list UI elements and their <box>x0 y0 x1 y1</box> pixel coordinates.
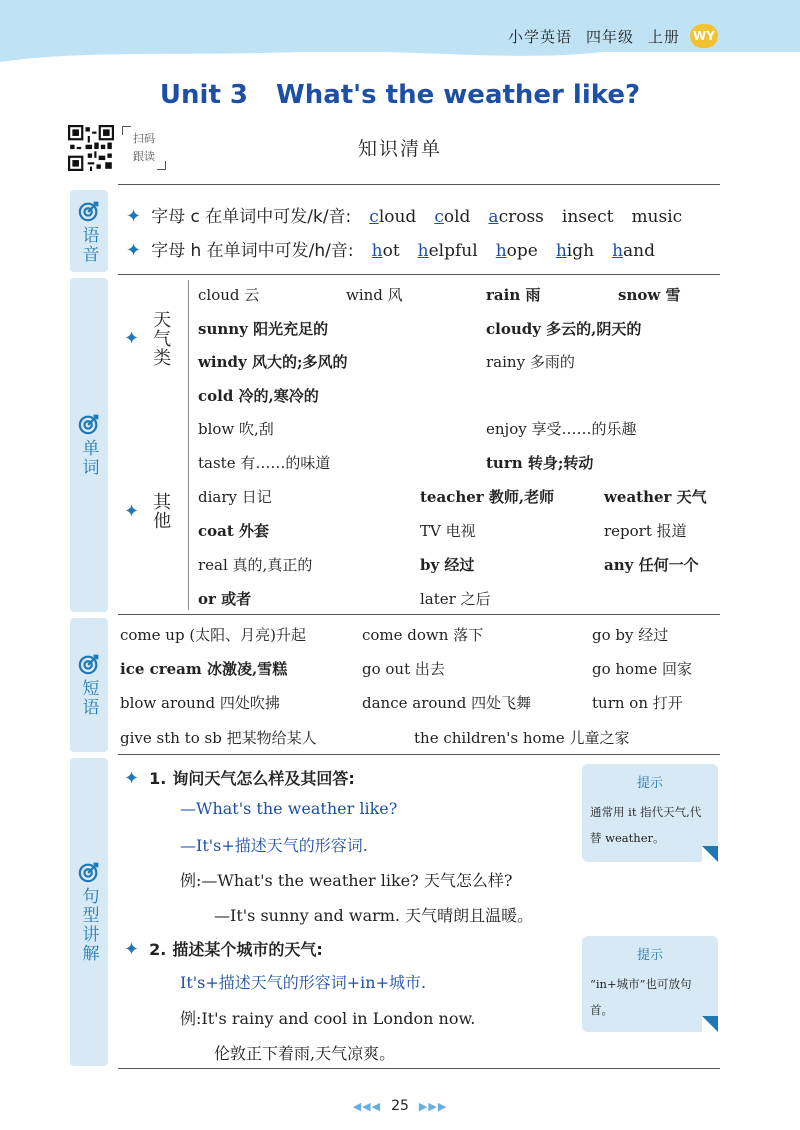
vocab-word: rainy 多雨的 <box>486 353 575 371</box>
example-english: 例:It's rainy and cool in London now. <box>180 1009 476 1028</box>
phrase: go out 出去 <box>362 660 445 678</box>
vocab-word: real 真的,真正的 <box>198 556 313 574</box>
pattern-question: —What's the weather like? <box>180 799 398 818</box>
pattern-city: It's+描述天气的形容词+in+城市. <box>180 973 427 992</box>
phrase: dance around 四处飞舞 <box>362 694 532 712</box>
tip-title: 提示 <box>636 948 663 963</box>
tab-phrases <box>70 618 108 752</box>
phrase: blow around 四处吹拂 <box>120 694 280 712</box>
vocab-word: diary 日记 <box>198 488 272 506</box>
vocab-word: cold 冷的,寒冷的 <box>198 387 319 405</box>
next-arrows-icon: ▶▶▶ <box>418 1100 448 1113</box>
pron-word: hot <box>371 241 400 261</box>
tip-box-1 <box>582 764 718 862</box>
vocab-word: coat 外套 <box>198 522 270 540</box>
pron-word: cold <box>434 207 471 227</box>
pron-word: high <box>555 241 595 261</box>
diamond-icon: ✦ <box>126 206 142 227</box>
vocab-word: snow 雪 <box>618 286 681 304</box>
vocab-word: later 之后 <box>420 590 491 608</box>
pron-word: hand <box>612 241 655 261</box>
tab-label: 句型讲解 <box>78 887 99 963</box>
tab-label: 短语 <box>78 679 99 717</box>
phrase: come down 落下 <box>362 626 484 644</box>
vocab-word: any 任何一个 <box>604 556 699 574</box>
page-footer <box>0 1098 800 1114</box>
header-wave <box>0 28 800 88</box>
diamond-icon: ✦ <box>126 240 142 261</box>
target-icon <box>78 413 100 435</box>
pronunciation-row-h <box>126 236 655 261</box>
phrase: go home 回家 <box>592 660 692 678</box>
example-question: 例:—What's the weather like? 天气怎么样? <box>180 871 513 890</box>
tip-text: “in+城市”也可放句首。 <box>590 977 692 1017</box>
sentence-heading-2: ✦ 2. 描述某个城市的天气: <box>124 939 323 960</box>
pron-word: insect <box>561 207 614 227</box>
vocab-separator <box>188 280 189 610</box>
target-icon <box>78 200 100 222</box>
grade: 四年级 <box>585 28 634 46</box>
volume: 上册 <box>647 28 680 46</box>
diamond-icon: ✦ <box>124 328 140 349</box>
vocab-word: wind 风 <box>346 286 403 304</box>
phrase: turn on 打开 <box>592 694 683 712</box>
category-label: 天气类 <box>150 310 172 367</box>
phrase: go by 经过 <box>592 626 669 644</box>
edition-badge: WY <box>690 24 718 48</box>
section-title: 知识清单 <box>357 138 442 160</box>
vocab-word: rain 雨 <box>486 286 541 304</box>
vocab-word: weather 天气 <box>604 488 707 506</box>
diamond-icon: ✦ <box>124 768 140 789</box>
tip-title: 提示 <box>636 776 663 791</box>
phrase: come up (太阳、月亮)升起 <box>120 626 307 644</box>
scan-label-1: 扫码 <box>133 132 155 145</box>
divider <box>118 184 720 185</box>
pron-rule: 字母 h 在单词中可发/h/音: <box>151 241 354 261</box>
vocab-word: report 报道 <box>604 522 687 540</box>
phrase: the children's home 儿童之家 <box>414 729 630 747</box>
tab-sentences <box>70 758 108 1066</box>
example-chinese: 伦敦正下着雨,天气凉爽。 <box>214 1044 396 1063</box>
target-icon <box>78 653 100 675</box>
vocab-word: taste 有……的味道 <box>198 454 331 472</box>
vocab-category-other <box>124 492 173 530</box>
pron-word: across <box>488 207 544 227</box>
vocab-category-weather <box>124 310 173 367</box>
vocab-word: by 经过 <box>420 556 475 574</box>
target-icon <box>78 861 100 883</box>
unit-number: Unit 3 <box>159 80 249 110</box>
page-fold-icon <box>702 1016 718 1032</box>
diamond-icon: ✦ <box>124 939 140 960</box>
example-answer: —It's sunny and warm. 天气晴朗且温暖。 <box>214 906 534 925</box>
vocab-word: turn 转身;转动 <box>486 454 594 472</box>
pron-word: cloud <box>369 207 417 227</box>
tip-box-2 <box>582 936 718 1032</box>
phrase: ice cream 冰激凌,雪糕 <box>120 660 288 678</box>
phrase: give sth to sb 把某物给某人 <box>120 729 317 747</box>
vocab-word: enjoy 享受……的乐趣 <box>486 420 637 438</box>
category-label: 其他 <box>150 492 172 530</box>
unit-title <box>0 80 800 110</box>
vocab-word: windy 风大的;多风的 <box>198 353 348 371</box>
page-fold-icon <box>702 846 718 862</box>
tab-label: 单词 <box>78 439 99 477</box>
divider <box>118 754 720 755</box>
tab-pronunciation <box>70 190 108 272</box>
prev-arrows-icon: ◀◀◀ <box>352 1100 382 1113</box>
vocab-word: TV 电视 <box>420 522 476 540</box>
divider <box>118 1068 720 1069</box>
vocab-word: teacher 教师,老师 <box>420 488 555 506</box>
vocab-word: cloud 云 <box>198 286 260 304</box>
pron-word: helpful <box>417 241 478 261</box>
vocab-word: blow 吹,刮 <box>198 420 274 438</box>
divider <box>118 614 720 615</box>
pron-word: hope <box>495 241 538 261</box>
tab-label: 语音 <box>78 226 99 264</box>
sentence-heading-1: ✦ 1. 询问天气怎么样及其回答: <box>124 768 355 789</box>
unit-name: What's the weather like? <box>276 80 641 110</box>
pronunciation-row-c <box>126 202 682 227</box>
pattern-answer: —It's+描述天气的形容词. <box>180 836 368 855</box>
page-number: 25 <box>391 1098 409 1114</box>
tip-text: 通常用 it 指代天气,代替 weather。 <box>590 805 702 845</box>
pron-word: music <box>631 207 683 227</box>
vocab-word: or 或者 <box>198 590 252 608</box>
scan-label-2: 跟读 <box>133 150 155 163</box>
subject: 小学英语 <box>507 28 572 46</box>
tab-vocabulary <box>70 278 108 612</box>
pron-rule: 字母 c 在单词中可发/k/音: <box>151 207 352 227</box>
diamond-icon: ✦ <box>124 500 140 522</box>
vocab-word: sunny 阳光充足的 <box>198 320 329 338</box>
divider <box>118 274 720 275</box>
book-info <box>494 26 680 47</box>
vocab-word: cloudy 多云的,阴天的 <box>486 320 642 338</box>
